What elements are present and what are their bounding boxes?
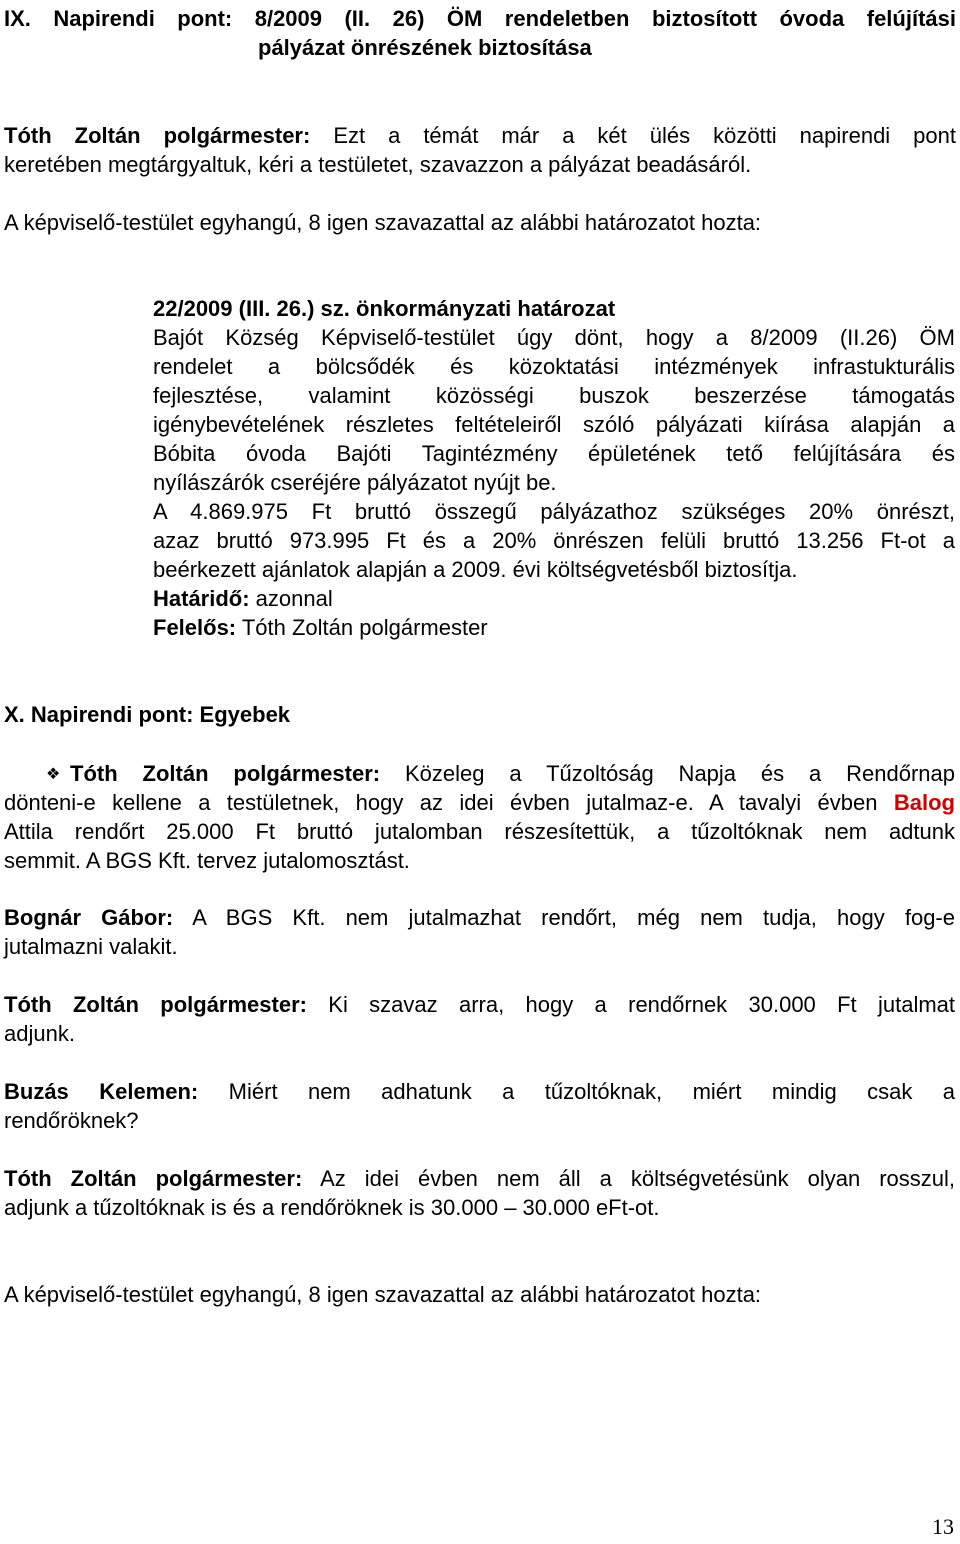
speech-line: rendőröknek? [4,1108,139,1133]
page-number: 13 [932,1514,954,1539]
resolution-line: azaz bruttó 973.995 Ft és a 20% önrészen felüli bruttó 13.256 Ft-ot a [153,528,955,553]
speech-line: adjunk a tűzoltóknak is és a rendőröknek is 30.000 – 30.000 eFt-ot. [4,1195,660,1220]
speaker-name: Tóth Zoltán polgármester: [4,123,311,148]
resolution-body [153,323,955,642]
highlighted-name: Balog [893,790,955,815]
vote-statement: A képviselő-testület egyhangú, 8 igen szavazattal az alábbi határozatot hozta: [4,1282,762,1307]
resolution-line: fejlesztése, valamint közösségi buszok beszerzése támogatás [153,383,955,408]
speaker-name: Tóth Zoltán polgármester: [4,1166,303,1191]
deadline-line: Határidő: azonnal [153,586,333,611]
resolution-line: Bóbita óvoda Bajóti Tagintézmény épületének tető felújítására és [153,441,955,466]
heading-line: IX. Napirendi pont: 8/2009 (II. 26) ÖM rendeletben biztosított óvoda felújítási [4,6,956,31]
resolution-line: nyílászárók cseréjére pályázatot nyújt be. [153,470,557,495]
speech-line: Tóth Zoltán polgármester: Az idei évben nem áll a költségvetésünk olyan rosszul, [4,1166,956,1191]
diamond-bullet-icon: ❖ [46,766,61,783]
responsible-line: Felelős: Tóth Zoltán polgármester [153,615,488,640]
speech-line: Tóth Zoltán polgármester: Ezt a témát már a két ülés közötti napirendi pont [4,123,957,148]
vote-statement: A képviselő-testület egyhangú, 8 igen szavazattal az alábbi határozatot hozta: [4,210,762,235]
speech-line: jutalmazni valakit. [4,934,178,959]
resolution-number: 22/2009 (III. 26.) sz. önkormányzati határozat [153,296,616,321]
heading-line: pályázat önrészének biztosítása [258,35,592,60]
speech-line: dönteni-e kellene a testületnek, hogy az idei évben jutalmaz-e. A tavalyi évben Balog [4,790,955,815]
speech-line: Buzás Kelemen: Miért nem adhatunk a tűzoltóknak, miért mindig csak a [4,1079,955,1104]
speaker-name: Tóth Zoltán polgármester: [4,992,307,1017]
section-heading [4,4,956,33]
speech-line: keretében megtárgyaltuk, kéri a testületet, szavazzon a pályázat beadásáról. [4,152,752,177]
speaker-name: Buzás Kelemen: [4,1079,199,1104]
resolution-line: A 4.869.975 Ft bruttó összegű pályázathoz szükséges 20% önrészt, [153,499,955,524]
speaker-name: Tóth Zoltán polgármester: [70,761,381,786]
section-heading-cont [258,33,592,62]
section-heading: X. Napirendi pont: Egyebek [4,702,291,727]
speech-line: Attila rendőrt 25.000 Ft bruttó jutalomban részesítettük, a tűzoltóknak nem adtunk [4,819,955,844]
speech-line: Bognár Gábor: A BGS Kft. nem jutalmazhat rendőrt, még nem tudja, hogy fog-e [4,905,955,930]
speech-line: Tóth Zoltán polgármester: Ki szavaz arra, hogy a rendőrnek 30.000 Ft jutalmat [4,992,956,1017]
speaker-name: Bognár Gábor: [4,905,174,930]
resolution-line: beérkezett ajánlatok alapján a 2009. évi költségvetésből biztosítja. [153,557,798,582]
resolution-line: igénybevételének részletes feltételeiről szóló pályázati kiírása alapján a [153,412,955,437]
speech-line: semmit. A BGS Kft. tervez jutalomosztást. [4,848,410,873]
speech-line: adjunk. [4,1021,75,1046]
resolution-line: rendelet a bölcsődék és közoktatási intézmények infrastukturális [153,354,955,379]
speech-line: ❖ Tóth Zoltán polgármester: Közeleg a Tűzoltóság Napja és a Rendőrnap [46,759,955,789]
resolution-line: Bajót Község Képviselő-testület úgy dönt, hogy a 8/2009 (II.26) ÖM [153,325,955,350]
